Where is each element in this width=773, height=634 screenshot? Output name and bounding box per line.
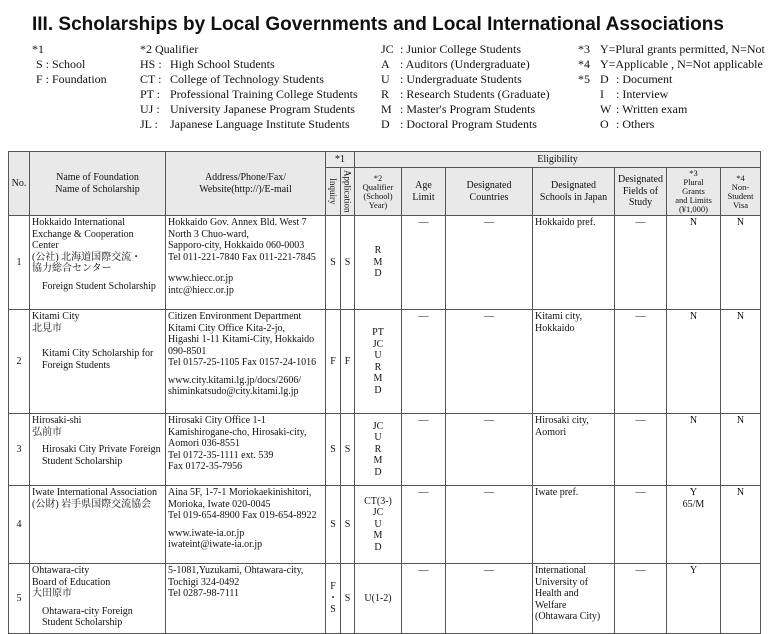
- row-age-limit: —: [402, 310, 446, 414]
- row-address: [166, 310, 326, 414]
- row-name: [30, 486, 166, 564]
- address: Aina 5F, 1-7-1 Moriokaekinishitori, Morioka, Iwate 020-0045 Tel 019-654-8900 Fax 019-654-8922: [168, 487, 317, 521]
- row-fields: —: [615, 310, 667, 414]
- legend-desc: : Auditors (Undergraduate): [400, 57, 530, 71]
- legend-code: O: [600, 117, 609, 131]
- row-age-limit: —: [402, 414, 446, 486]
- row-plural: Y 65/M: [667, 486, 721, 564]
- row-countries: —: [446, 310, 533, 414]
- legend-code: D: [381, 117, 390, 131]
- legend-code: HS :: [140, 57, 162, 71]
- legend-note-1: *1: [32, 42, 44, 56]
- header-name: Name of Foundation Name of Scholarship: [30, 152, 166, 216]
- row-plural: N: [667, 216, 721, 310]
- row-qualifier: U(1-2): [355, 564, 402, 634]
- row-visa: N: [721, 414, 761, 486]
- row-application: S: [341, 216, 355, 310]
- row-no: 2: [9, 310, 30, 414]
- row-visa: [721, 564, 761, 634]
- legend-code: UJ :: [140, 102, 160, 116]
- row-qualifier: PT JC U R M D: [355, 310, 402, 414]
- legend-code: M: [381, 102, 392, 116]
- row-schools: Iwate pref.: [533, 486, 615, 564]
- header-age-limit: Age Limit: [402, 168, 446, 216]
- foundation-name: Ohtawara-city Board of Education 大田原市: [32, 565, 111, 599]
- legend-desc: Professional Training College Students: [170, 87, 358, 101]
- row-plural: N: [667, 310, 721, 414]
- row-inquiry: F: [326, 310, 341, 414]
- row-name: [30, 414, 166, 486]
- row-no: 5: [9, 564, 30, 634]
- row-visa: N: [721, 216, 761, 310]
- legend-code: I: [600, 87, 604, 101]
- foundation-name: Iwate International Association (公財) 岩手県国際交流協会: [32, 487, 157, 510]
- table-row: [9, 564, 761, 634]
- row-no: 1: [9, 216, 30, 310]
- header-non-student-visa: *4 Non- Student Visa: [721, 168, 761, 216]
- address: Hokkaido Gov. Annex Bld. West 7 North 3 Chuo-ward, Sapporo-city, Hokkaido 060-0003 Tel 011-221-7840 Fax 011-221-7845: [168, 217, 316, 263]
- row-age-limit: —: [402, 486, 446, 564]
- header-eligibility: Eligibility: [355, 152, 761, 168]
- website-email: www.iwate-ia.or.jp iwateint@iwate-ia.or.jp: [168, 527, 263, 550]
- row-application: S: [341, 564, 355, 634]
- row-inquiry: F ・ S: [326, 564, 341, 634]
- row-application: F: [341, 310, 355, 414]
- website-email: www.city.kitami.lg.jp/docs/2606/ shiminkatsudo@city.kitami.lg.jp: [168, 374, 302, 397]
- row-age-limit: —: [402, 216, 446, 310]
- row-address: [166, 216, 326, 310]
- row-schools: Kitami city, Hokkaido: [533, 310, 615, 414]
- header-countries: Designated Countries: [446, 168, 533, 216]
- row-no: 4: [9, 486, 30, 564]
- header-schools: Designated Schools in Japan: [533, 168, 615, 216]
- header-application: Application: [341, 168, 355, 216]
- scholarship-name: Foreign Student Scholarship: [42, 280, 156, 292]
- table-row: [9, 486, 761, 564]
- header-fields: Designated Fields of Study: [615, 168, 667, 216]
- row-inquiry: S: [326, 414, 341, 486]
- page-title: III. Scholarships by Local Governments and Local International Associations: [32, 14, 724, 35]
- row-schools: International University of Health and Welfare (Ohtawara City): [533, 564, 615, 634]
- header-no: No.: [9, 152, 30, 216]
- foundation-name: Kitami City 北見市: [32, 311, 80, 334]
- row-plural: Y: [667, 564, 721, 634]
- legend-code: JC: [381, 42, 394, 56]
- legend-code: PT :: [140, 87, 161, 101]
- row-name: [30, 310, 166, 414]
- row-inquiry: S: [326, 216, 341, 310]
- row-address: 5-1081,Yuzukami, Ohtawara-city, Tochigi 324-0492 Tel 0287-98-7111: [166, 564, 326, 634]
- row-countries: —: [446, 216, 533, 310]
- header-plural-grants: *3 Plural Grants and Limits (¥1,000): [667, 168, 721, 216]
- legend-note-2: *2 Qualifier: [140, 42, 199, 56]
- row-application: S: [341, 486, 355, 564]
- row-countries: —: [446, 486, 533, 564]
- legend-foundation: F : Foundation: [36, 72, 107, 86]
- scholarship-name: Kitami City Scholarship for Foreign Students: [42, 348, 154, 371]
- header-inquiry: Inquiry: [326, 168, 341, 216]
- row-qualifier: JC U R M D: [355, 414, 402, 486]
- legend-desc: : Undergraduate Students: [400, 72, 522, 86]
- legend-desc: Japanese Language Institute Students: [170, 117, 350, 131]
- legend-code: CT :: [140, 72, 162, 86]
- row-fields: —: [615, 564, 667, 634]
- legend: [0, 42, 773, 137]
- legend-desc: : Interview: [616, 87, 669, 101]
- legend-desc: University Japanese Program Students: [170, 102, 355, 116]
- row-schools: Hokkaido pref.: [533, 216, 615, 310]
- row-countries: —: [446, 414, 533, 486]
- legend-desc: : Document: [616, 72, 673, 86]
- scholarship-name: Hirosaki City Private Foreign Student Scholarship: [42, 444, 161, 467]
- row-schools: Hirosaki city, Aomori: [533, 414, 615, 486]
- legend-desc: High School Students: [170, 57, 275, 71]
- legend-desc: : Others: [616, 117, 655, 131]
- legend-code: A: [381, 57, 390, 71]
- legend-code: U: [381, 72, 390, 86]
- legend-note-3: *3: [578, 42, 590, 56]
- table-row: [9, 414, 761, 486]
- table-row: [9, 310, 761, 414]
- row-name: [30, 564, 166, 634]
- legend-desc: : Written exam: [616, 102, 688, 116]
- address: Citizen Environment Department Kitami City Office Kita-2-jo, Higashi 1-11 Kitami-City, Hokkaido 090-8501 Tel 0157-25-1105 Fax 0157-24-1016: [168, 311, 317, 368]
- row-address: Hirosaki City Office 1-1 Kamishirogane-cho, Hirosaki-city, Aomori 036-8551 Tel 0172-35-1111 ext. 539 Fax 0172-35-7956: [166, 414, 326, 486]
- header-address: Address/Phone/Fax/ Website(http://)/E-mail: [166, 152, 326, 216]
- legend-desc: : Doctoral Program Students: [400, 117, 537, 131]
- row-countries: —: [446, 564, 533, 634]
- legend-code: JL :: [140, 117, 158, 131]
- row-fields: —: [615, 216, 667, 310]
- foundation-name: Hirosaki-shi 弘前市: [32, 415, 82, 438]
- row-qualifier: CT(3-) JC U M D: [355, 486, 402, 564]
- row-qualifier: R M D: [355, 216, 402, 310]
- legend-note-5: *5: [578, 72, 590, 86]
- row-inquiry: S: [326, 486, 341, 564]
- legend-desc: : Master's Program Students: [400, 102, 536, 116]
- row-no: 3: [9, 414, 30, 486]
- row-fields: —: [615, 414, 667, 486]
- row-visa: N: [721, 486, 761, 564]
- table-row: [9, 216, 761, 310]
- row-visa: N: [721, 310, 761, 414]
- row-plural: N: [667, 414, 721, 486]
- legend-note-4-text: Y=Applicable , N=Not applicable: [600, 57, 763, 71]
- row-application: S: [341, 414, 355, 486]
- website-email: www.hiecc.or.jp intc@hiecc.or.jp: [168, 273, 234, 296]
- scholarship-name: Ohtawara-city Foreign Student Scholarship: [42, 605, 133, 628]
- row-name: [30, 216, 166, 310]
- header-qualifier: *2 Qualifier (School) Year): [355, 168, 402, 216]
- legend-desc: : Research Students (Graduate): [400, 87, 550, 101]
- row-address: [166, 486, 326, 564]
- row-age-limit: —: [402, 564, 446, 634]
- header-note-1: *1: [326, 152, 355, 168]
- legend-code: D: [600, 72, 609, 86]
- legend-code: W: [600, 102, 612, 116]
- legend-note-4: *4: [578, 57, 590, 71]
- legend-code: R: [381, 87, 390, 101]
- scholarship-table: [8, 151, 761, 634]
- legend-desc: College of Technology Students: [170, 72, 324, 86]
- legend-note-3-text: Y=Plural grants permitted, N=Not: [600, 42, 765, 56]
- legend-school: S : School: [36, 57, 86, 71]
- row-fields: —: [615, 486, 667, 564]
- foundation-name: Hokkaido International Exchange & Cooperation Center (公社) 北海道国際交流・ 協力総合センター: [32, 217, 142, 274]
- legend-desc: : Junior College Students: [400, 42, 521, 56]
